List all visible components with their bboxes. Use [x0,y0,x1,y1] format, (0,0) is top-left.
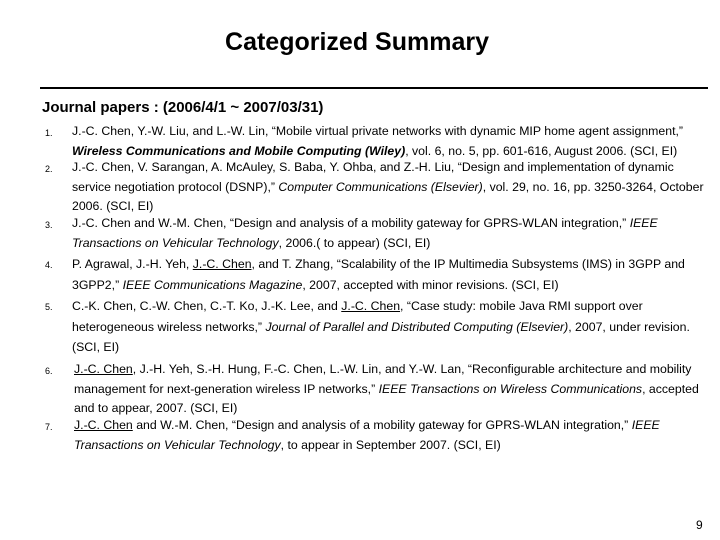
citation-text: , to appear in September 2007. (SCI, EI) [280,437,501,452]
journal-name: Journal of Parallel and Distributed Computing (Elsevier) [265,319,569,334]
citation-text: and W.-M. Chen, “Design and analysis of a mobility gateway for GPRS-WLAN integration,” [132,418,632,432]
citation-text: , “Case study: mobile Java RMI support over heterogeneous wireless networks,” [72,299,643,334]
paper-number: 3. [45,220,53,230]
highlighted-author: J.-C. Chen [341,299,401,313]
paper-number: 2. [45,164,53,174]
citation-text: J.-C. Chen, V. Sarangan, A. McAuley, S. Baba, Y. Ohba, and Z.-H. Liu, “Design and implementation of dynamic service negotiation protocol (DSNP),” [72,160,674,194]
paper-number: 5. [45,302,53,312]
citation-text: , 2006.( to appear) (SCI, EI) [278,235,431,250]
paper-citation [72,158,712,217]
highlighted-author: J.-C. Chen [192,257,252,271]
paper-citation [72,254,712,295]
citation-text: C.-K. Chen, C.-W. Chen, C.-T. Ko, J.-K. Lee, and [72,299,342,313]
journal-name: Wireless Communications and Mobile Computing (Wiley) [72,143,406,158]
highlighted-author: J.-C. Chen [74,362,133,376]
journal-name: IEEE Transactions on Wireless Communications [378,381,643,396]
journal-name: IEEE Transactions on Vehicular Technology [74,418,660,452]
journal-name: IEEE Communications Magazine [122,277,303,292]
citation-text: J.-C. Chen, Y.-W. Liu, and L.-W. Lin, “Mobile virtual private networks with dynamic MIP home agent assignment,” [72,124,684,138]
paper-number: 4. [45,260,53,270]
journal-name: IEEE Transactions on Vehicular Technology [72,216,658,250]
section-heading: Journal papers : (2006/4/1 ~ 2007/03/31) [42,99,324,116]
highlighted-author: J.-C. Chen [74,418,133,432]
journal-name: Computer Communications (Elsevier) [278,179,483,194]
paper-citation [72,296,712,358]
slide-title: Categorized Summary [225,28,489,56]
paper-number: 6. [45,366,53,376]
title-divider [40,87,708,89]
citation-text: , accepted and to appear, 2007. (SCI, EI) [74,381,699,415]
citation-text: , 2007, under revision. (SCI, EI) [72,319,690,355]
page-number: 9 [696,518,703,532]
citation-text: , J.-H. Yeh, S.-H. Hung, F.-C. Chen, L.-W. Lin, and Y.-W. Lan, “Reconfigurable architecture and mobility management for next-generation wireless IP networks,” [74,362,692,396]
paper-citation [74,360,716,419]
citation-text: , vol. 6, no. 5, pp. 601-616, August 2006. (SCI, EI) [405,143,678,158]
citation-text: J.-C. Chen and W.-M. Chen, “Design and analysis of a mobility gateway for GPRS-WLAN integration,” [72,216,630,230]
citation-text: , vol. 29, no. 16, pp. 3250-3264, October 2006. (SCI, EI) [72,179,704,213]
paper-citation [72,214,712,253]
citation-text: P. Agrawal, J.-H. Yeh, [72,257,193,271]
paper-number: 7. [45,422,53,432]
citation-text: , 2007, accepted with minor revisions. (SCI, EI) [302,277,559,292]
paper-citation [72,122,712,161]
paper-number: 1. [45,128,53,138]
citation-text: , and T. Zhang, “Scalability of the IP Multimedia Subsystems (IMS) in 3GPP and 3GPP2,” [72,257,685,292]
paper-citation [74,416,716,455]
